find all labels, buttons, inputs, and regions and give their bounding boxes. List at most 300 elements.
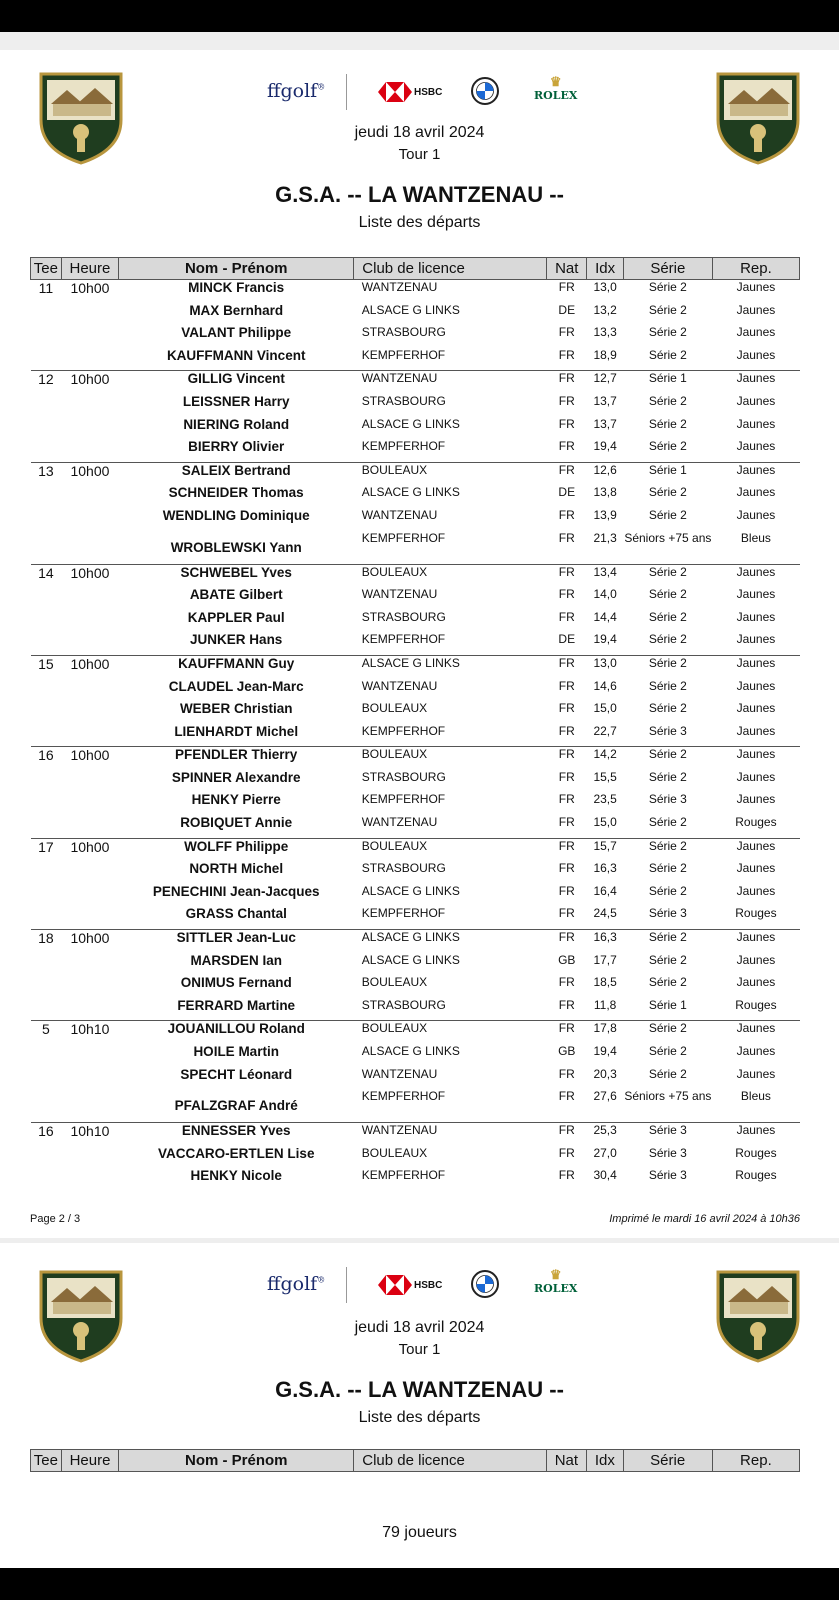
tee-cell (31, 998, 62, 1021)
index-cell: 16,3 (593, 930, 617, 945)
series-cell: Série 2 (648, 393, 687, 408)
club-cell: ALSACE G LINKS (361, 485, 460, 500)
club-cell: WANTZENAU (354, 815, 547, 838)
tee-cell (31, 861, 62, 884)
divider (346, 1267, 347, 1303)
index-cell: 24,5 (587, 906, 623, 929)
player-name: VALANT Philippe (181, 325, 292, 341)
time-cell: 10h00 (70, 838, 110, 855)
series-cell: Série 2 (648, 861, 687, 876)
tee-color-cell: Jaunes (736, 564, 776, 579)
index-cell: 19,4 (587, 632, 623, 655)
table-row (31, 1021, 800, 1044)
index-cell: 13,3 (593, 325, 617, 340)
index-cell: 12,6 (593, 462, 617, 477)
player-name: MAX Bernhard (189, 302, 284, 318)
table-row (31, 508, 800, 531)
nationality-cell: DE (547, 632, 587, 655)
table-row (31, 610, 800, 633)
series-cell: Série 2 (648, 952, 687, 967)
time-cell: 10h00 (70, 280, 110, 296)
index-cell: 15,7 (593, 838, 617, 853)
series-cell: Série 2 (648, 678, 687, 693)
table-row (31, 1089, 800, 1123)
tee-color-cell: Jaunes (736, 1123, 776, 1138)
tee-cell (31, 485, 62, 508)
player-name: ABATE Gilbert (189, 587, 283, 603)
club-cell: WANTZENAU (361, 1123, 438, 1138)
series-cell: Série 2 (648, 609, 687, 624)
table-row (31, 998, 800, 1021)
table-row (31, 371, 800, 394)
tee-cell: 14 (38, 564, 54, 581)
series-cell: Série 2 (648, 302, 687, 317)
club-cell: BOULEAUX (361, 1145, 428, 1160)
tee-cell: 13 (38, 462, 54, 479)
table-row (31, 1123, 800, 1146)
series-cell: Série 2 (648, 1066, 687, 1081)
nationality-cell: FR (558, 701, 575, 716)
index-cell: 25,3 (593, 1123, 617, 1138)
hsbc-logo: HSBC (378, 82, 442, 102)
player-name: CLAUDEL Jean-Marc (168, 678, 304, 694)
bmw-logo-icon (471, 1270, 499, 1298)
player-name: KAPPLER Paul (187, 609, 285, 625)
table-row (31, 1044, 800, 1067)
col-club: Club de licence (354, 258, 547, 280)
nationality-cell: FR (558, 975, 575, 990)
table-row (31, 884, 800, 907)
start-list-body (31, 280, 800, 1191)
club-cell: ALSACE G LINKS (361, 1044, 460, 1058)
tee-cell (31, 770, 62, 793)
page-sheet (0, 50, 839, 1238)
index-cell: 17,8 (593, 1021, 617, 1036)
tee-color-cell: Jaunes (712, 632, 799, 655)
club-cell: BOULEAUX (361, 1021, 428, 1036)
player-name: LIENHARDT Michel (119, 724, 354, 747)
player-name: PFALZGRAF André (119, 1089, 354, 1123)
tee-color-cell: Rouges (735, 1168, 777, 1183)
tee-color-cell: Rouges (712, 815, 799, 838)
tee-color-cell: Jaunes (736, 416, 776, 431)
col-heure: Heure (61, 1450, 118, 1472)
table-row (31, 838, 800, 861)
col-serie: Série (623, 1450, 712, 1472)
player-name: HENKY Pierre (191, 792, 281, 808)
tee-color-cell: Rouges (735, 1145, 777, 1160)
round-label: Tour 1 (398, 146, 441, 163)
time-cell (61, 1146, 118, 1169)
player-name: SPECHT Léonard (180, 1066, 293, 1082)
series-cell: Série 2 (648, 1044, 687, 1058)
tee-color-cell: Jaunes (736, 952, 776, 967)
tee-cell (31, 394, 62, 417)
club-cell: STRASBOURG (361, 325, 446, 340)
club-cell: ALSACE G LINKS (361, 655, 460, 670)
player-name: KAUFFMANN Guy (178, 655, 295, 671)
nationality-cell: FR (558, 747, 575, 762)
nationality-cell: FR (558, 325, 575, 340)
player-name: SITTLER Jean-Luc (176, 930, 296, 946)
time-cell (61, 439, 118, 462)
player-name: MARSDEN Ian (190, 952, 282, 968)
time-cell: 10h10 (70, 1123, 110, 1140)
series-cell: Série 2 (648, 325, 687, 340)
tee-cell (31, 587, 62, 610)
nationality-cell: FR (547, 348, 587, 371)
series-cell: Série 3 (648, 1123, 687, 1138)
index-cell: 13,7 (593, 416, 617, 431)
club-cell: STRASBOURG (361, 861, 446, 876)
time-cell: 10h00 (70, 655, 110, 672)
nationality-cell: FR (558, 838, 575, 853)
tee-color-cell: Jaunes (736, 462, 776, 477)
index-cell: 15,5 (593, 769, 617, 784)
page-sheet-next (0, 1243, 839, 1568)
nationality-cell: FR (547, 439, 587, 462)
tee-color-cell: Jaunes (736, 507, 776, 522)
time-cell (61, 325, 118, 348)
club-cell: KEMPFERHOF (354, 348, 547, 371)
index-cell: 13,4 (593, 564, 617, 579)
nationality-cell: FR (558, 1168, 575, 1183)
tee-cell (31, 701, 62, 724)
time-cell (61, 861, 118, 884)
tee-color-cell: Jaunes (736, 861, 776, 876)
page-title: G.S.A. -- LA WANTZENAU -- (275, 182, 564, 207)
nationality-cell: FR (558, 587, 575, 602)
nationality-cell: FR (558, 280, 575, 294)
tee-color-cell: Rouges (712, 906, 799, 929)
player-name: GRASS Chantal (119, 906, 354, 929)
tee-cell (31, 1044, 62, 1067)
index-cell: 18,5 (593, 975, 617, 990)
tee-cell (31, 679, 62, 702)
time-cell: 10h00 (70, 747, 110, 764)
nationality-cell: FR (558, 609, 575, 624)
time-cell (61, 975, 118, 998)
time-cell: 10h10 (70, 1021, 110, 1038)
player-name: PFENDLER Thierry (175, 747, 298, 763)
series-cell: Série 1 (623, 998, 712, 1021)
series-cell: Série 2 (623, 632, 712, 655)
index-cell: 19,4 (593, 1044, 617, 1058)
tee-cell (31, 325, 62, 348)
table-row (31, 325, 800, 348)
tee-cell (31, 531, 62, 565)
time-cell (61, 508, 118, 531)
series-cell: Série 1 (648, 462, 687, 477)
player-name: HENKY Nicole (190, 1168, 282, 1184)
page-subtitle: Liste des départs (358, 1409, 481, 1426)
tee-color-cell: Jaunes (712, 439, 799, 462)
tee-color-cell: Jaunes (736, 747, 776, 762)
table-row (31, 930, 800, 953)
player-name: SPINNER Alexandre (171, 769, 301, 785)
time-cell: 10h00 (70, 930, 110, 947)
table-row (31, 531, 800, 565)
tee-cell (31, 815, 62, 838)
nationality-cell: FR (558, 930, 575, 945)
table-row (31, 724, 800, 747)
tee-color-cell: Jaunes (736, 325, 776, 340)
player-name: SALEIX Bertrand (181, 462, 291, 478)
club-cell: KEMPFERHOF (354, 531, 547, 565)
series-cell: Série 2 (648, 564, 687, 579)
tee-cell (31, 953, 62, 976)
time-cell (61, 724, 118, 747)
index-cell: 27,6 (587, 1089, 623, 1123)
tee-color-cell: Jaunes (712, 724, 799, 747)
nationality-cell: FR (558, 861, 575, 876)
tee-color-cell: Jaunes (736, 587, 776, 602)
club-cell: KEMPFERHOF (361, 792, 446, 807)
player-name: FERRARD Martine (119, 998, 354, 1021)
hsbc-hexagon-icon (378, 1275, 412, 1295)
tee-cell (31, 975, 62, 998)
table-row (31, 906, 800, 929)
index-cell: 19,4 (587, 439, 623, 462)
tee-cell: 11 (38, 280, 54, 296)
tee-color-cell: Jaunes (736, 883, 776, 898)
tee-color-cell: Jaunes (736, 975, 776, 990)
index-cell: 13,0 (593, 280, 617, 294)
table-header-row (31, 258, 800, 280)
page-subtitle: Liste des départs (358, 214, 481, 231)
player-name: KAUFFMANN Vincent (119, 348, 354, 371)
series-cell: Série 2 (648, 416, 687, 431)
time-cell (61, 1067, 118, 1090)
player-name: BIERRY Olivier (119, 439, 354, 462)
nationality-cell: FR (558, 507, 575, 522)
index-cell: 14,2 (593, 747, 617, 762)
club-cell: WANTZENAU (361, 678, 438, 693)
table-header-row (31, 1450, 800, 1472)
index-cell: 30,4 (593, 1168, 617, 1183)
tee-cell (31, 1089, 62, 1123)
time-cell (61, 417, 118, 440)
index-cell: 14,6 (593, 678, 617, 693)
nationality-cell: FR (558, 1145, 575, 1160)
club-cell: BOULEAUX (361, 975, 428, 990)
club-cell: WANTZENAU (361, 371, 438, 386)
nationality-cell: FR (558, 1021, 575, 1036)
tee-color-cell: Bleus (712, 1089, 799, 1123)
player-name: GILLIG Vincent (187, 371, 285, 387)
time-cell (61, 610, 118, 633)
nationality-cell: FR (558, 769, 575, 784)
col-club: Club de licence (354, 1450, 546, 1472)
tee-cell (31, 632, 62, 655)
series-cell: Série 3 (623, 906, 712, 929)
player-name: WOLFF Philippe (184, 838, 289, 854)
index-cell: 13,8 (593, 485, 617, 500)
nationality-cell: FR (558, 416, 575, 431)
series-cell: Série 2 (648, 883, 687, 898)
time-cell (61, 1044, 118, 1067)
time-cell (61, 1168, 118, 1191)
tee-cell (31, 884, 62, 907)
col-rep: Rep. (712, 1450, 799, 1472)
index-cell: 12,7 (593, 371, 617, 386)
tee-color-cell: Jaunes (736, 280, 776, 294)
club-cell: BOULEAUX (361, 747, 428, 762)
table-row (31, 679, 800, 702)
divider (346, 74, 347, 110)
tee-color-cell: Jaunes (736, 701, 776, 716)
table-row (31, 632, 800, 655)
start-list-table-header (30, 1449, 800, 1472)
club-cell: ALSACE G LINKS (361, 883, 460, 898)
series-cell: Série 2 (648, 587, 687, 602)
club-cell: ALSACE G LINKS (361, 416, 460, 431)
col-serie: Série (623, 258, 712, 280)
series-cell: Série 2 (648, 485, 687, 500)
table-row (31, 587, 800, 610)
player-name: NORTH Michel (189, 861, 284, 877)
table-row (31, 303, 800, 326)
player-name: ENNESSER Yves (181, 1123, 291, 1139)
player-name: ROBIQUET Annie (119, 815, 354, 838)
tee-cell: 12 (38, 371, 54, 388)
tee-color-cell: Jaunes (736, 655, 776, 670)
club-cell: KEMPFERHOF (354, 906, 547, 929)
tee-cell (31, 792, 62, 815)
tee-cell (31, 508, 62, 531)
table-row (31, 792, 800, 815)
club-cell: WANTZENAU (361, 507, 438, 522)
time-cell: 10h00 (70, 371, 110, 388)
player-name: SCHWEBEL Yves (180, 564, 292, 580)
bmw-logo-icon (471, 77, 499, 105)
tee-color-cell: Jaunes (736, 393, 776, 408)
nationality-cell: FR (547, 531, 587, 565)
nationality-cell: DE (558, 302, 576, 317)
tee-color-cell: Jaunes (736, 371, 776, 386)
tee-color-cell: Bleus (712, 531, 799, 565)
tee-cell (31, 1067, 62, 1090)
series-cell: Séniors +75 ans (623, 1089, 712, 1123)
table-row (31, 1168, 800, 1191)
time-cell (61, 632, 118, 655)
tee-color-cell: Jaunes (736, 930, 776, 945)
tee-cell: 16 (38, 747, 54, 764)
tee-color-cell: Jaunes (736, 792, 776, 807)
club-cell: KEMPFERHOF (361, 1168, 446, 1183)
rolex-logo: ♛ ROLEX (534, 1268, 578, 1295)
time-cell (61, 770, 118, 793)
nationality-cell: FR (558, 462, 575, 477)
sponsor-bar (0, 74, 839, 114)
table-row (31, 655, 800, 678)
club-cell: STRASBOURG (354, 998, 547, 1021)
tee-color-cell: Jaunes (736, 1021, 776, 1036)
nationality-cell: FR (558, 883, 575, 898)
col-nat: Nat (546, 1450, 586, 1472)
series-cell: Série 2 (623, 439, 712, 462)
nationality-cell: FR (558, 371, 575, 386)
time-cell (61, 701, 118, 724)
series-cell: Série 3 (648, 792, 687, 807)
tee-color-cell: Jaunes (736, 1066, 776, 1081)
club-cell: STRASBOURG (361, 769, 446, 784)
index-cell: 16,3 (593, 861, 617, 876)
series-cell: Série 3 (648, 1145, 687, 1160)
tee-cell: 18 (38, 930, 54, 947)
club-cell: ALSACE G LINKS (361, 302, 460, 317)
col-tee: Tee (31, 258, 62, 280)
nationality-cell: FR (558, 564, 575, 579)
tee-cell: 15 (38, 655, 54, 672)
table-row (31, 701, 800, 724)
club-cell: BOULEAUX (361, 701, 428, 716)
index-cell: 27,0 (593, 1145, 617, 1160)
nationality-cell: FR (547, 724, 587, 747)
player-name: WEBER Christian (179, 701, 293, 717)
series-cell: Séniors +75 ans (623, 531, 712, 565)
series-cell: Série 2 (648, 507, 687, 522)
index-cell: 21,3 (587, 531, 623, 565)
tee-color-cell: Jaunes (736, 769, 776, 784)
col-rep: Rep. (712, 258, 799, 280)
club-cell: STRASBOURG (361, 393, 446, 408)
table-row (31, 394, 800, 417)
tee-cell (31, 439, 62, 462)
table-row (31, 975, 800, 998)
tee-color-cell: Jaunes (736, 1044, 776, 1058)
series-cell: Série 3 (648, 1168, 687, 1183)
tee-color-cell: Jaunes (736, 485, 776, 500)
series-cell: Série 2 (648, 838, 687, 853)
event-date: jeudi 18 avril 2024 (354, 1319, 485, 1336)
nationality-cell: FR (558, 1066, 575, 1081)
tee-color-cell: Jaunes (712, 348, 799, 371)
index-cell: 14,0 (593, 587, 617, 602)
tee-cell (31, 1146, 62, 1169)
index-cell: 13,0 (593, 655, 617, 670)
nationality-cell: FR (558, 792, 575, 807)
index-cell: 13,7 (593, 393, 617, 408)
club-cell: KEMPFERHOF (354, 1089, 547, 1123)
table-row (31, 953, 800, 976)
club-cell: WANTZENAU (361, 280, 438, 294)
time-cell (61, 906, 118, 929)
col-heure: Heure (61, 258, 118, 280)
ffgolf-logo: ffgolf® (267, 1273, 326, 1295)
tee-cell (31, 1168, 62, 1191)
col-nat: Nat (547, 258, 587, 280)
nationality-cell: FR (558, 1123, 575, 1138)
tee-cell: 5 (41, 1021, 50, 1038)
series-cell: Série 2 (648, 1021, 687, 1036)
tee-cell (31, 724, 62, 747)
index-cell: 22,7 (587, 724, 623, 747)
player-name: JOUANILLOU Roland (167, 1021, 305, 1037)
ffgolf-logo: ffgolf® (267, 80, 326, 102)
index-cell: 17,7 (593, 952, 617, 967)
table-row (31, 1067, 800, 1090)
series-cell: Série 2 (648, 747, 687, 762)
nationality-cell: GB (558, 1044, 576, 1058)
tee-color-cell: Jaunes (736, 678, 776, 693)
nationality-cell: FR (558, 393, 575, 408)
tee-cell (31, 906, 62, 929)
hsbc-hexagon-icon (378, 82, 412, 102)
col-nom: Nom - Prénom (119, 1450, 354, 1472)
time-cell (61, 531, 118, 565)
nationality-cell: DE (558, 485, 576, 500)
